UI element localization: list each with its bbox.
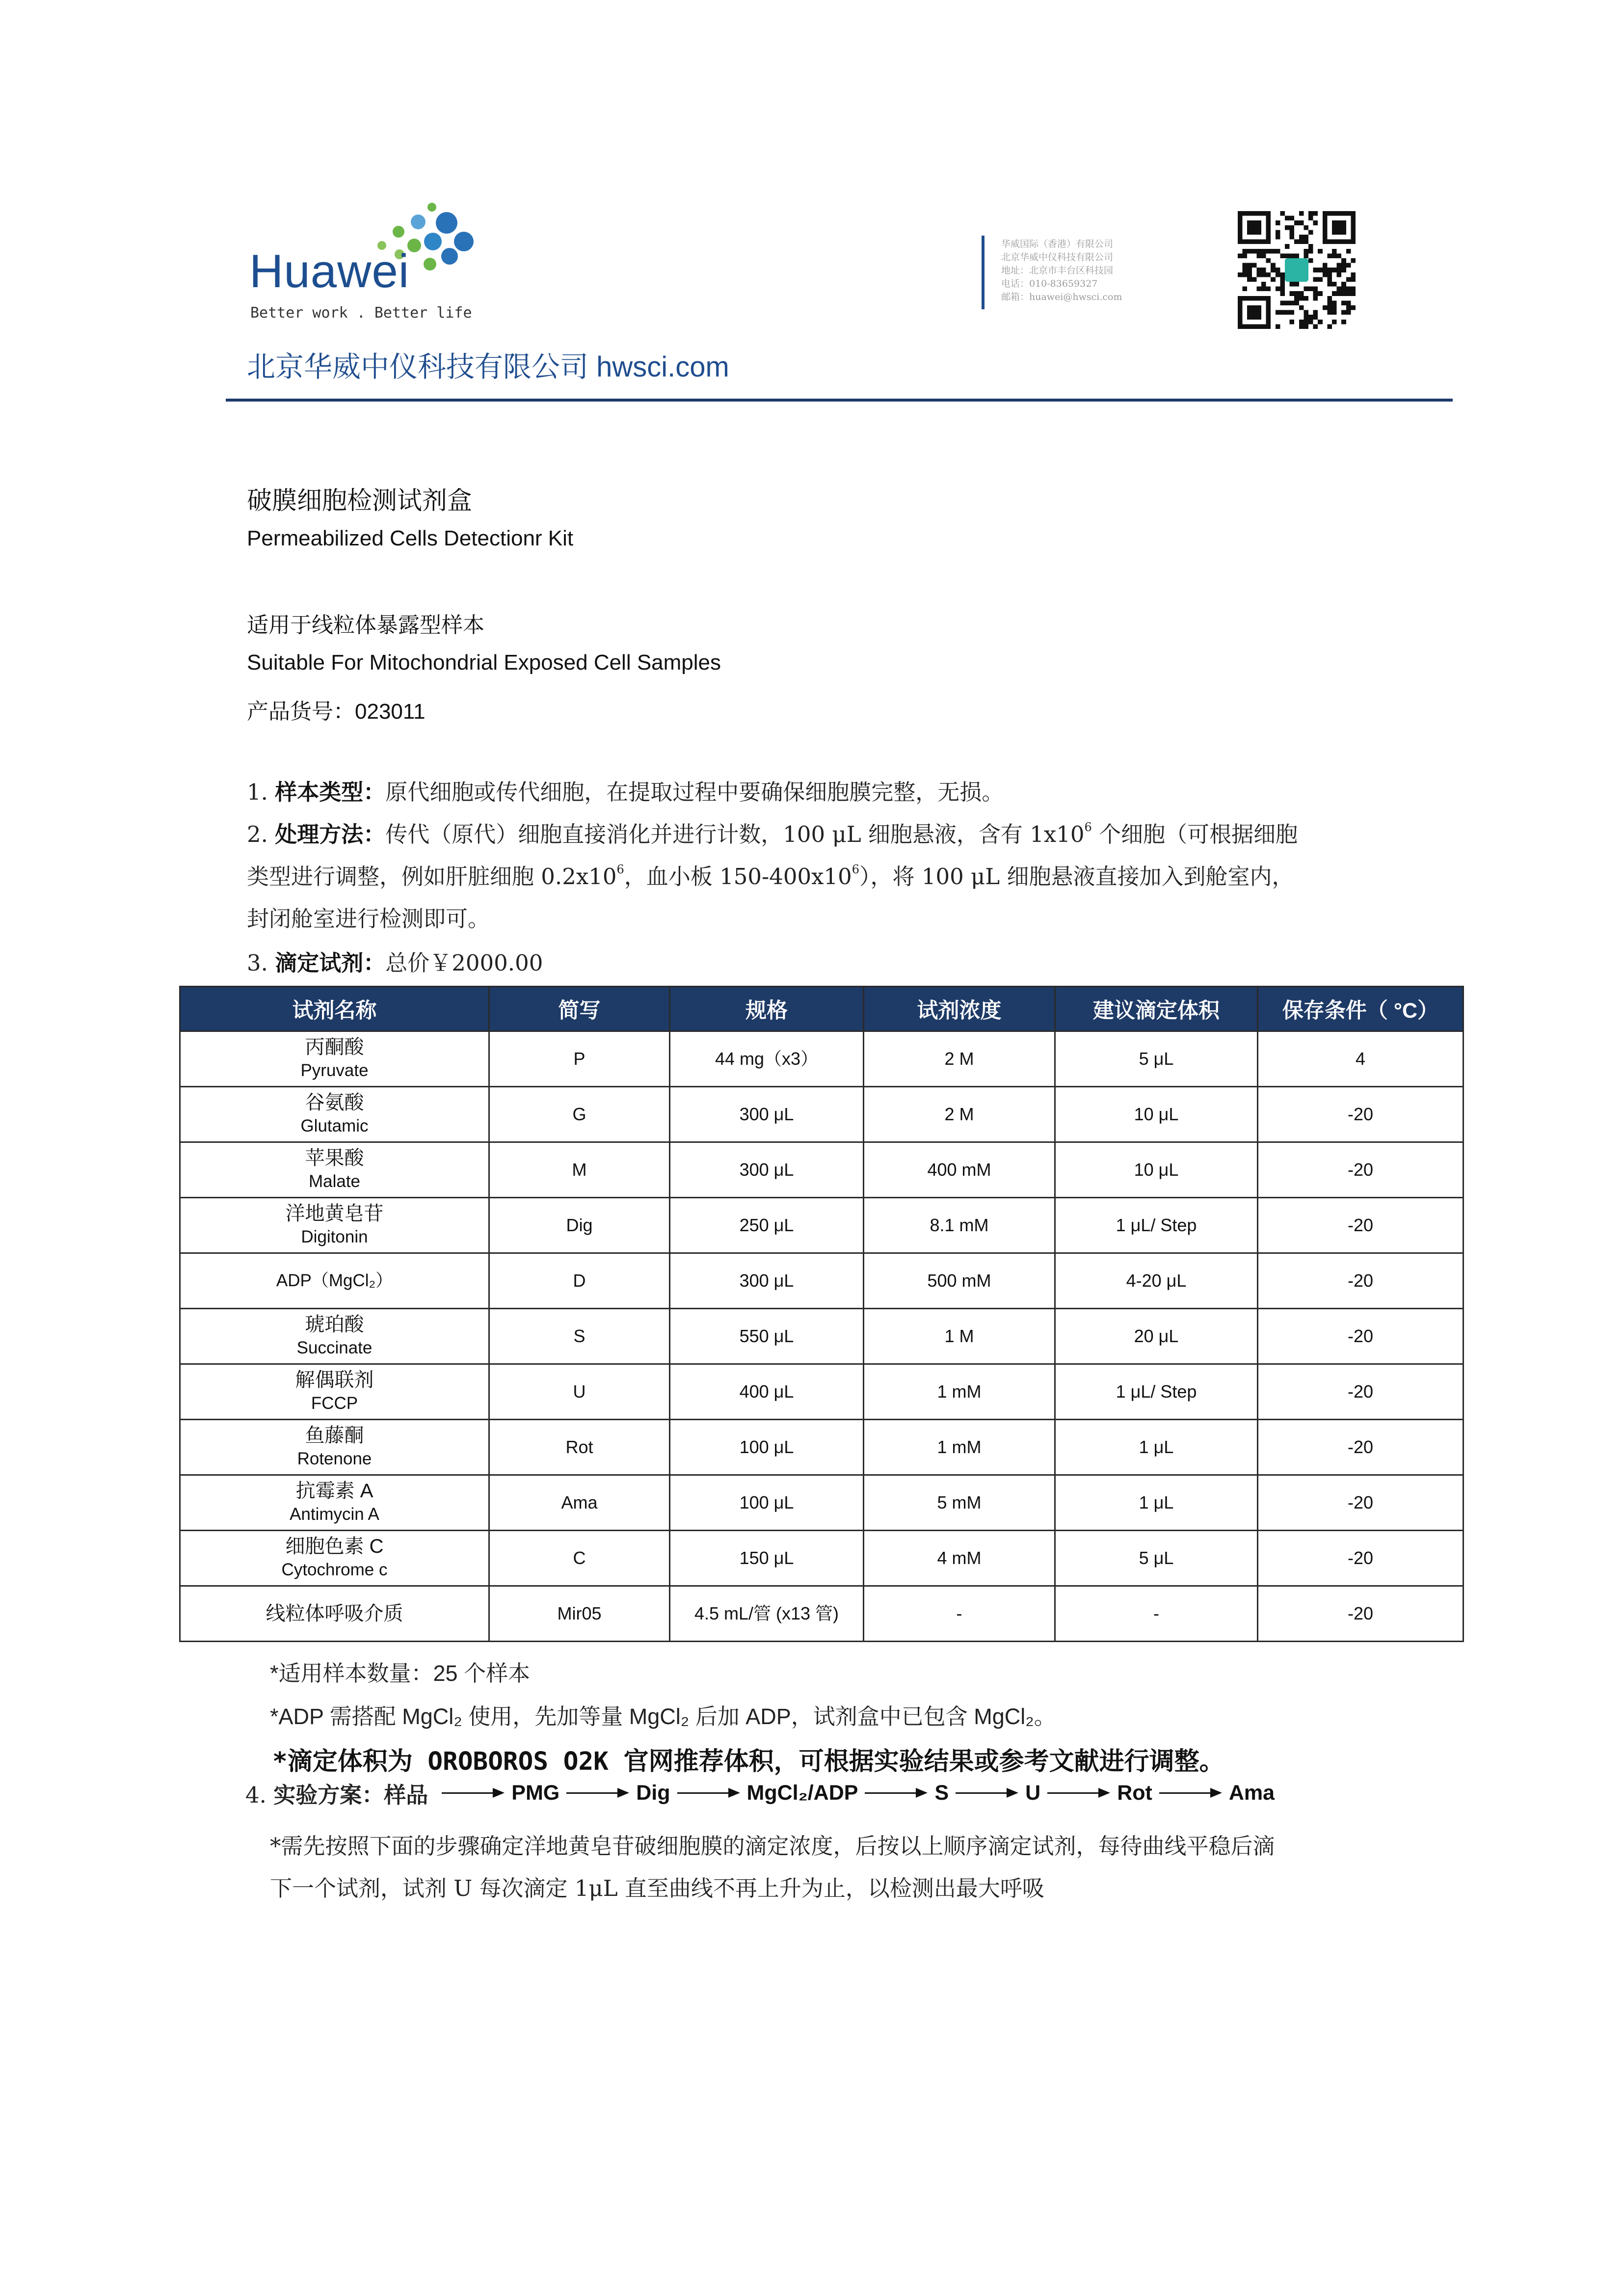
spec-cell: 100 μL	[670, 1475, 864, 1531]
section-number: 1.	[247, 779, 268, 805]
concentration-cell: 400 mM	[864, 1142, 1055, 1198]
arrow-icon	[1047, 1788, 1110, 1798]
table-row	[180, 1364, 1463, 1420]
section-text: 传代（原代）细胞直接消化并进行计数，100 μL 细胞悬液，含有 1x10	[385, 821, 1085, 847]
note-volume: *滴定体积为 OROBOROS O2K 官网推荐体积，可根据实验结果或参考文献进行调整。	[272, 1747, 1224, 1776]
section-text: 原代细胞或传代细胞，在提取过程中要确保细胞膜完整，无损。	[385, 779, 1004, 805]
catalog-value: 023011	[355, 700, 426, 724]
volume-cell: -	[1055, 1586, 1258, 1642]
reagent-name-en: Cytochrome c	[281, 1560, 388, 1579]
contact-line: 邮箱：huawei@hwsci.com	[1001, 292, 1122, 302]
company-name: 北京华威中仪科技有限公司	[247, 351, 589, 383]
logo-wordmark: Huawei	[249, 245, 410, 297]
reagent-name-en: Succinate	[296, 1338, 372, 1357]
concentration-cell: 5 mM	[864, 1475, 1055, 1531]
contact-line: 北京华威中仪科技有限公司	[1001, 252, 1114, 263]
flow-step: Dig	[636, 1781, 670, 1805]
reagent-name-cn: 洋地黄皂苷	[285, 1203, 384, 1224]
reagent-name-cn: 琥珀酸	[305, 1314, 364, 1335]
protocol-flow	[245, 1778, 1275, 1808]
reagent-table	[179, 986, 1464, 1642]
abbr-cell: U	[489, 1364, 670, 1420]
reagent-name-cell	[180, 1586, 489, 1642]
reagent-name-en: Malate	[308, 1172, 361, 1191]
spec-cell: 150 μL	[670, 1531, 864, 1586]
spec-cell: 250 μL	[670, 1198, 864, 1253]
storage-cell: -20	[1258, 1309, 1463, 1364]
protocol-note-line-1: *需先按照下面的步骤确定洋地黄皂苷破细胞膜的滴定浓度，后按以上顺序滴定试剂，每待曲线平稳后滴	[270, 1833, 1275, 1859]
price: 总价￥2000.00	[385, 950, 543, 976]
abbr-cell: S	[489, 1309, 670, 1364]
reagent-name-cell	[180, 1253, 489, 1309]
abbr-cell: P	[489, 1031, 670, 1087]
col-header-name: 试剂名称	[180, 987, 489, 1031]
section-1: 1. 样本类型：原代细胞或传代细胞，在提取过程中要确保细胞膜完整，无损。	[247, 779, 1004, 805]
qr-code-icon	[1238, 211, 1356, 329]
reagent-name-cell	[180, 1420, 489, 1475]
concentration-cell: -	[864, 1586, 1055, 1642]
reagent-name-en: Digitonin	[301, 1227, 368, 1246]
section-2-line-3: 封闭舱室进行检测即可。	[247, 906, 490, 932]
storage-cell: -20	[1258, 1586, 1463, 1642]
contact-line: 华威国际（香港）有限公司	[1001, 239, 1114, 249]
abbr-cell: C	[489, 1531, 670, 1586]
concentration-cell: 1 M	[864, 1309, 1055, 1364]
reagent-name-en: Glutamic	[300, 1116, 369, 1135]
exponent: 6	[1084, 820, 1092, 834]
storage-cell: -20	[1258, 1364, 1463, 1420]
section-number: 2.	[247, 821, 268, 847]
section-label: 滴定试剂	[275, 950, 364, 976]
note-sample-count: *适用样本数量：25 个样本	[270, 1661, 531, 1686]
arrow-icon	[1159, 1788, 1222, 1798]
reagent-name-cn: 解偶联剂	[295, 1369, 374, 1391]
table-row	[180, 1309, 1463, 1364]
section-2-line-1: 2. 处理方法：传代（原代）细胞直接消化并进行计数，100 μL 细胞悬液，含有 $1x10^6$ 个细胞（可根据细胞	[247, 820, 1298, 847]
website-link[interactable]: hwsci.com	[596, 351, 729, 383]
volume-cell: 5 μL	[1055, 1031, 1258, 1087]
concentration-cell: 2 M	[864, 1087, 1055, 1142]
concentration-cell: 500 mM	[864, 1253, 1055, 1309]
catalog-label: 产品货号	[247, 700, 333, 724]
reagent-name-cn: 丙酮酸	[305, 1036, 364, 1058]
section-number: 4.	[245, 1782, 266, 1808]
exponent: 6	[851, 863, 860, 876]
table-header-row	[180, 987, 1463, 1031]
arrow-icon	[677, 1788, 740, 1798]
spec-cell: 100 μL	[670, 1420, 864, 1475]
flow-step: Ama	[1228, 1781, 1275, 1805]
spec-cell: 300 μL	[670, 1087, 864, 1142]
abbr-cell: Rot	[489, 1420, 670, 1475]
reagent-name-cn: 谷氨酸	[305, 1092, 364, 1113]
reagent-name-cn: 线粒体呼吸介质	[266, 1603, 403, 1624]
volume-cell: 20 μL	[1055, 1309, 1258, 1364]
volume-cell: 1 μL	[1055, 1475, 1258, 1531]
header-rule	[226, 399, 1453, 402]
spec-cell: 400 μL	[670, 1364, 864, 1420]
protocol-note-line-2: 下一个试剂，试剂 U 每次滴定 1μL 直至曲线不再上升为止，以检测出最大呼吸	[270, 1875, 1044, 1901]
note-adp-mgcl2: *ADP 需搭配 MgCl₂ 使用，先加等量 MgCl₂ 后加 ADP，试剂盒中已包含 MgCl₂。	[270, 1704, 1056, 1729]
reagent-name-en: Antimycin A	[290, 1505, 379, 1524]
abbr-cell: Dig	[489, 1198, 670, 1253]
section-number: 3.	[247, 950, 268, 976]
product-title-en: Permeabilized Cells Detectionr Kit	[247, 526, 574, 550]
reagent-name-cell	[180, 1087, 489, 1142]
reagent-name-cn: 苹果酸	[305, 1147, 364, 1169]
reagent-name-cn: 抗霉素 A	[295, 1480, 373, 1502]
spec-cell: 4.5 mL/管 (x13 管)	[670, 1586, 864, 1642]
volume-cell: 1 μL/ Step	[1055, 1364, 1258, 1420]
reagent-name-cell	[180, 1531, 489, 1586]
arrow-icon	[566, 1788, 629, 1798]
reagent-name-cn: 细胞色素 C	[285, 1536, 384, 1557]
arrow-icon	[956, 1788, 1018, 1798]
section-text: 类型进行调整，例如肝脏细胞 0.2x10	[247, 864, 617, 890]
storage-cell: -20	[1258, 1420, 1463, 1475]
reagent-name-cell	[180, 1142, 489, 1198]
col-header-abbr: 简写	[489, 987, 670, 1031]
reagent-name-en: Pyruvate	[300, 1061, 369, 1080]
abbr-cell: M	[489, 1142, 670, 1198]
storage-cell: -20	[1258, 1253, 1463, 1309]
suitable-cn: 适用于线粒体暴露型样本	[247, 613, 484, 637]
concentration-cell: 8.1 mM	[864, 1198, 1055, 1253]
arrow-icon	[865, 1788, 928, 1798]
reagent-name-cell	[180, 1475, 489, 1531]
spec-cell: 300 μL	[670, 1253, 864, 1309]
table-row	[180, 1586, 1463, 1642]
reagent-name-cell	[180, 1198, 489, 1253]
arrow-icon	[442, 1788, 505, 1798]
catalog-number: 产品货号：023011	[247, 700, 426, 724]
flow-step: S	[934, 1781, 949, 1805]
col-header-volume: 建议滴定体积	[1055, 987, 1258, 1031]
reagent-name-cell	[180, 1364, 489, 1420]
volume-cell: 4-20 μL	[1055, 1253, 1258, 1309]
flow-step: MgCl₂/ADP	[746, 1781, 858, 1805]
storage-cell: 4	[1258, 1031, 1463, 1087]
product-title-cn: 破膜细胞检测试剂盒	[247, 486, 473, 514]
section-text: ），将 100 μL 细胞悬液直接加入到舱室内，	[859, 864, 1294, 890]
section-text: 个细胞（可根据细胞	[1091, 821, 1298, 847]
col-header-storage: 保存条件（ °C）	[1258, 987, 1463, 1031]
concentration-cell: 4 mM	[864, 1531, 1055, 1586]
company-line	[247, 344, 729, 385]
protocol-lead	[245, 1777, 428, 1809]
volume-cell: 1 μL/ Step	[1055, 1198, 1258, 1253]
reagent-name-en: ADP（MgCl₂）	[276, 1271, 393, 1290]
reagent-name-cell	[180, 1031, 489, 1087]
table-row	[180, 1475, 1463, 1531]
storage-cell: -20	[1258, 1087, 1463, 1142]
volume-cell: 10 μL	[1055, 1087, 1258, 1142]
concentration-cell: 2 M	[864, 1031, 1055, 1087]
suitable-en: Suitable For Mitochondrial Exposed Cell Samples	[247, 650, 721, 675]
table-row	[180, 1087, 1463, 1142]
flow-step: PMG	[511, 1781, 560, 1805]
reagent-name-cell	[180, 1309, 489, 1364]
table-row	[180, 1531, 1463, 1586]
col-header-concentration: 试剂浓度	[864, 987, 1055, 1031]
concentration-cell: 1 mM	[864, 1420, 1055, 1475]
section-label: 样本类型	[275, 779, 364, 805]
reagent-name-cn: 鱼藤酮	[305, 1425, 364, 1446]
flow-step: Rot	[1117, 1781, 1152, 1805]
spec-cell: 300 μL	[670, 1142, 864, 1198]
header-divider	[982, 236, 984, 309]
reagent-name-en: Rotenone	[297, 1449, 372, 1468]
storage-cell: -20	[1258, 1475, 1463, 1531]
volume-cell: 10 μL	[1055, 1142, 1258, 1198]
table-row	[180, 1031, 1463, 1087]
contact-line: 地址：北京市丰台区科技园	[1001, 265, 1114, 276]
spec-cell: 44 mg（x3）	[670, 1031, 864, 1087]
flow-step: U	[1025, 1781, 1041, 1805]
abbr-cell: Ama	[489, 1475, 670, 1531]
logo-tagline: Better work . Better life	[250, 304, 472, 322]
volume-cell: 5 μL	[1055, 1531, 1258, 1586]
abbr-cell: G	[489, 1087, 670, 1142]
contact-block	[1001, 238, 1122, 304]
section-text: ，血小板 150-400x10	[624, 864, 852, 890]
col-header-spec: 规格	[670, 987, 864, 1031]
table-row	[180, 1253, 1463, 1309]
abbr-cell: Mir05	[489, 1586, 670, 1642]
storage-cell: -20	[1258, 1198, 1463, 1253]
abbr-cell: D	[489, 1253, 670, 1309]
section-label: 实验方案：	[273, 1782, 384, 1808]
volume-cell: 1 μL	[1055, 1420, 1258, 1475]
exponent: 6	[616, 863, 624, 876]
table-row	[180, 1420, 1463, 1475]
section-2-line-2	[247, 855, 1294, 898]
contact-line: 电话：010-83659327	[1001, 278, 1098, 289]
reagent-name-en: FCCP	[311, 1394, 358, 1413]
table-row	[180, 1198, 1463, 1253]
section-3: 3. 滴定试剂：总价￥2000.00	[247, 950, 543, 976]
spec-cell: 550 μL	[670, 1309, 864, 1364]
protocol-start: 样品	[384, 1782, 428, 1808]
concentration-cell: 1 mM	[864, 1364, 1055, 1420]
section-label: 处理方法	[275, 821, 364, 847]
storage-cell: -20	[1258, 1531, 1463, 1586]
storage-cell: -20	[1258, 1142, 1463, 1198]
table-row	[180, 1142, 1463, 1198]
